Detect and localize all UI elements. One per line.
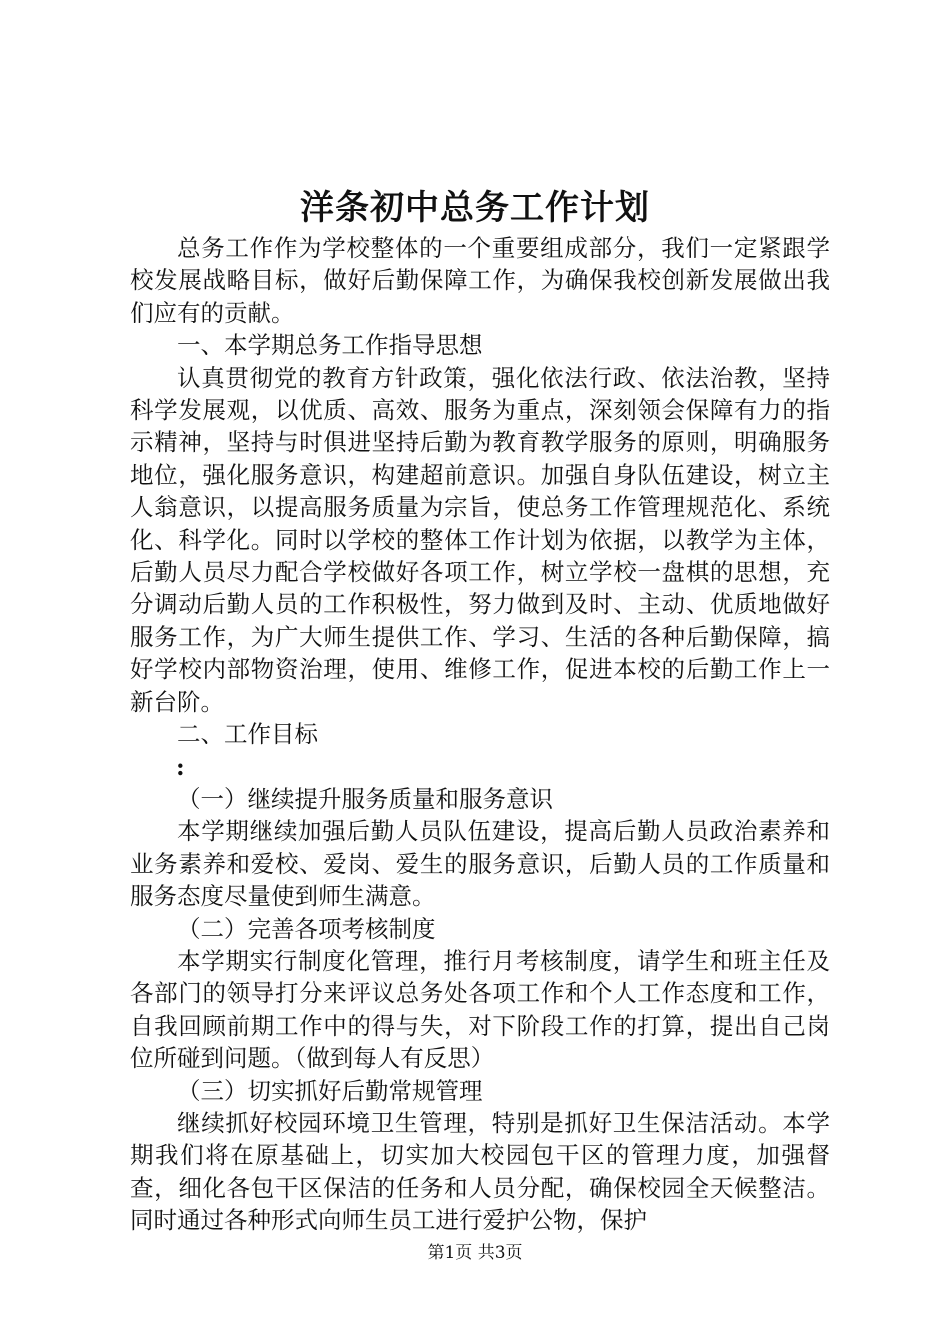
section-heading-work-goals: 二、工作目标 xyxy=(177,720,318,749)
subsection-heading-routine-management: （三）切实抓好后勤常规管理 xyxy=(177,1076,483,1105)
intro-paragraph: 总务工作作为学校整体的一个重要组成部分，我们一定紧跟学校发展战略目标，做好后勤保障工作，为确保我校创新发展做出我们应有的贡献。 xyxy=(130,234,830,327)
colon-mark: : xyxy=(176,752,185,781)
guiding-thought-paragraph: 认真贯彻党的教育方针政策，强化依法行政、依法治教，坚持科学发展观，以优质、高效、服务为重点，深刻领会保障有力的指示精神，坚持与时俱进坚持后勤为教育教学服务的原则，明确服务地位，强化服务意识，构建超前意识。加强自身队伍建设，树立主人翁意识，以提高服务质量为宗旨，使总务工作管理规范化、系统化、科学化。同时以学校的整体工作计划为依据，以教学为主体，后勤人员尽力配合学校做好各项工作，树立学校一盘棋的思想，充分调动后勤人员的工作积极性，努力做到及时、主动、优质地做好服务工作，为广大师生提供工作、学习、生活的各种后勤保障，搞好学校内部物资治理，使用、维修工作，促进本校的后勤工作上一新台阶。 xyxy=(130,363,830,716)
subsection-heading-service-quality: （一）继续提升服务质量和服务意识 xyxy=(177,784,553,813)
page-number-footer: 第1页 共3页 xyxy=(427,1243,523,1263)
section-heading-guiding-thought: 一、本学期总务工作指导思想 xyxy=(177,331,483,360)
subsection-heading-assessment-system: （二）完善各项考核制度 xyxy=(177,914,436,943)
assessment-system-paragraph: 本学期实行制度化管理，推行月考核制度，请学生和班主任及各部门的领导打分来评议总务处各项工作和个人工作态度和工作，自我回顾前期工作中的得与失，对下阶段工作的打算，提出自己岗位所碰到问题。（做到每人有反思） xyxy=(130,946,830,1073)
routine-management-paragraph: 继续抓好校园环境卫生管理，特别是抓好卫生保洁活动。本学期我们将在原基础上，切实加大校园包干区的管理力度，加强督查，细化各包干区保洁的任务和人员分配，确保校园全天候整洁。同时通过各种形式向师生员工进行爱护公物，保护 xyxy=(130,1108,830,1235)
document-title: 洋条初中总务工作计划 xyxy=(300,188,650,228)
service-quality-paragraph: 本学期继续加强后勤人员队伍建设，提高后勤人员政治素养和业务素养和爱校、爱岗、爱生的服务意识，后勤人员的工作质量和服务态度尽量使到师生满意。 xyxy=(130,817,830,911)
document-body xyxy=(130,232,830,1237)
